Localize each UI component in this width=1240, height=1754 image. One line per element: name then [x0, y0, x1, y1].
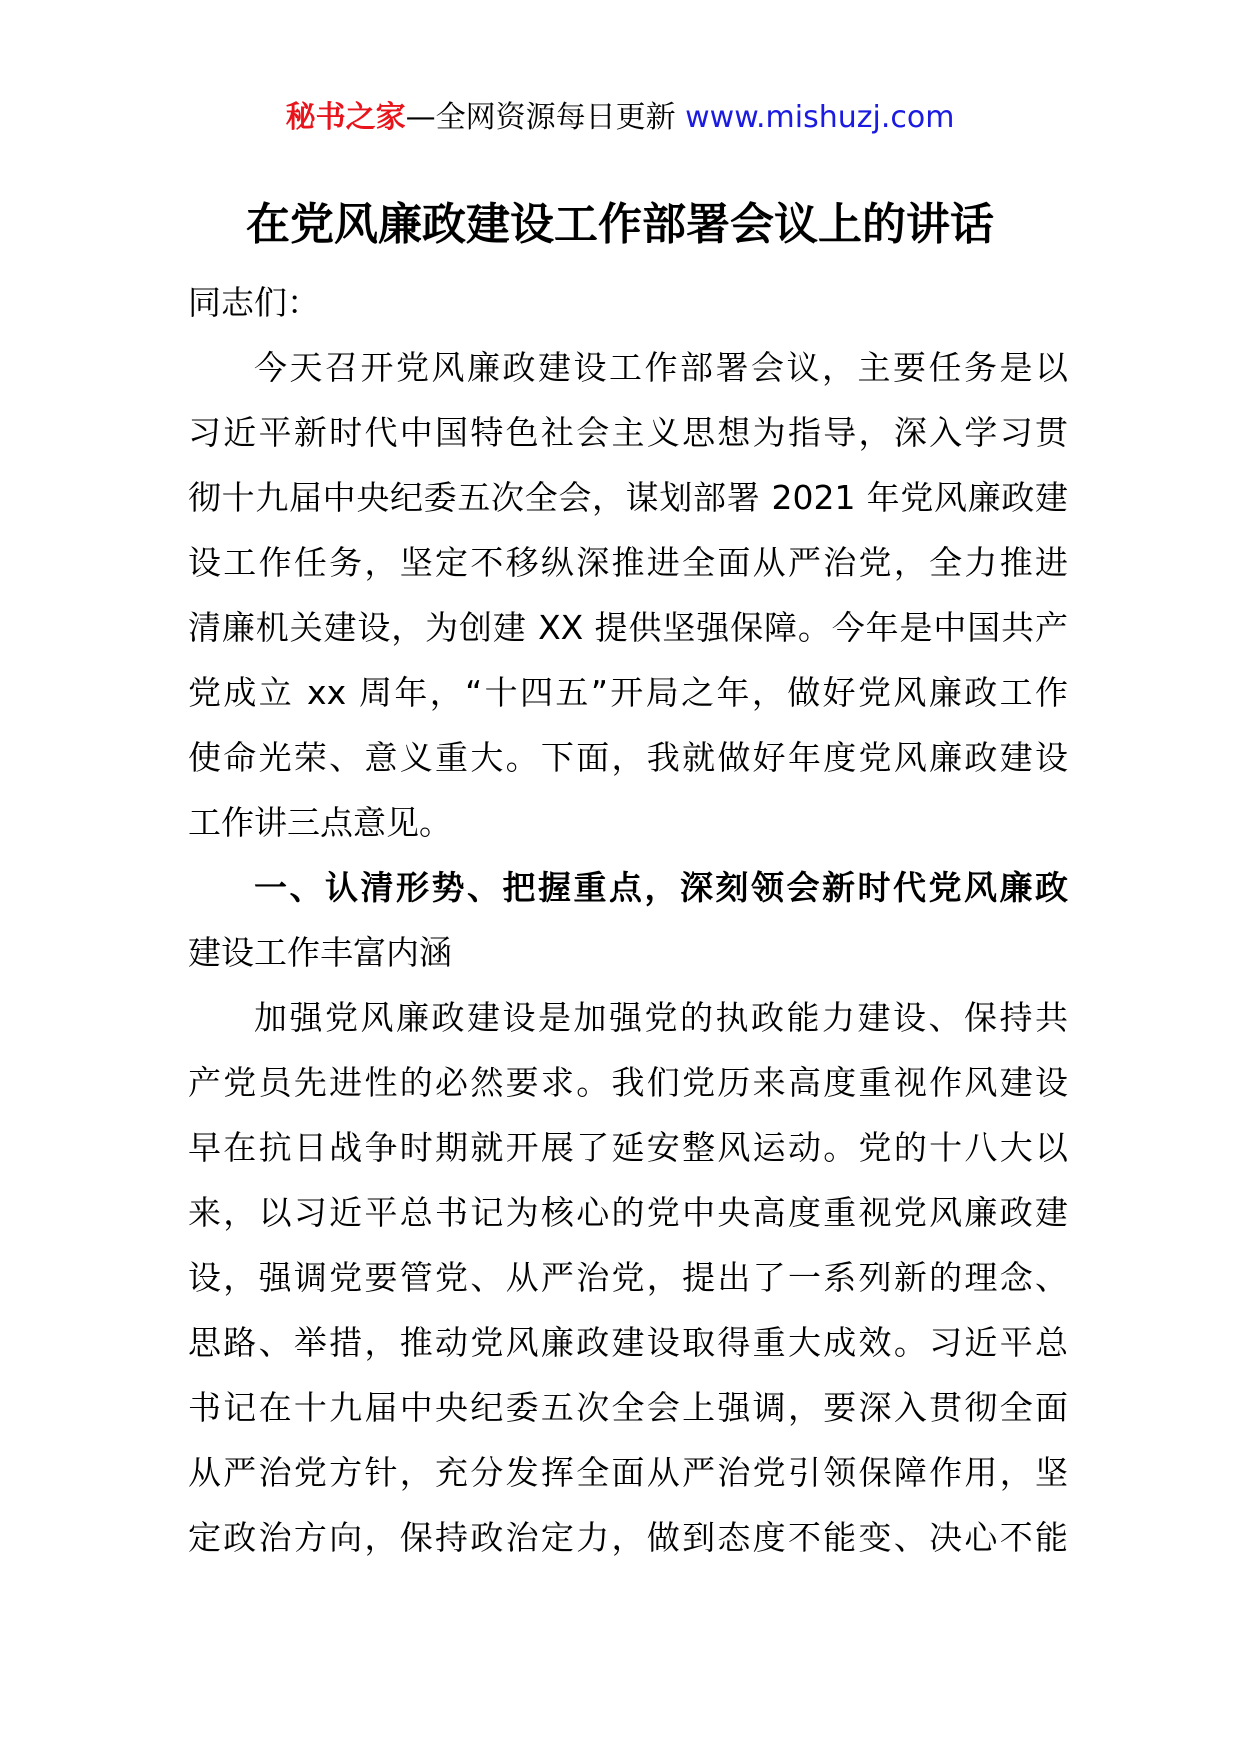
paragraph-line: 习近平新时代中国特色社会主义思想为指导，深入学习贯 [188, 413, 1068, 452]
paragraph-line: 清廉机关建设，为创建 XX 提供坚强保障。今年是中国共产 [188, 608, 1068, 647]
site-header [0, 98, 1240, 138]
paragraph-line: 加强党风廉政建设是加强党的执政能力建设、保持共 [254, 998, 1068, 1037]
document-title: 在党风廉政建设工作部署会议上的讲话 [246, 199, 994, 250]
site-url-link[interactable]: www.mishuzj.com [685, 100, 955, 135]
paragraph-line: 今天召开党风廉政建设工作部署会议，主要任务是以 [254, 348, 1068, 387]
paragraph-line: 使命光荣、意义重大。下面，我就做好年度党风廉政建设 [188, 738, 1068, 777]
brand-name: 秘书之家 [285, 100, 406, 135]
document-body [188, 270, 1068, 1570]
section-heading-line: 一、认清形势、把握重点，深刻领会新时代党风廉政 [254, 868, 1068, 907]
paragraph-line: 早在抗日战争时期就开展了延安整风运动。党的十八大以 [188, 1128, 1068, 1167]
section-heading-line: 建设工作丰富内涵 [188, 933, 452, 972]
paragraph-line: 设，强调党要管党、从严治党，提出了一系列新的理念、 [188, 1258, 1068, 1297]
paragraph-line: 书记在十九届中央纪委五次全会上强调，要深入贯彻全面 [188, 1388, 1068, 1427]
paragraph-line: 定政治方向，保持政治定力，做到态度不能变、决心不能 [188, 1518, 1068, 1557]
salutation: 同志们： [188, 283, 320, 322]
paragraph-line: 来，以习近平总书记为核心的党中央高度重视党风廉政建 [188, 1193, 1068, 1232]
paragraph-line: 设工作任务，坚定不移纵深推进全面从严治党，全力推进 [188, 543, 1068, 582]
paragraph-line: 从严治党方针，充分发挥全面从严治党引领保障作用，坚 [188, 1453, 1068, 1492]
paragraph-line: 党成立 xx 周年，“十四五”开局之年，做好党风廉政工作 [188, 673, 1068, 712]
paragraph-line: 彻十九届中央纪委五次全会，谋划部署 2021 年党风廉政建 [188, 478, 1068, 517]
paragraph-line: 工作讲三点意见。 [188, 803, 452, 842]
header-tagline: —全网资源每日更新 [405, 100, 676, 135]
paragraph-line: 产党员先进性的必然要求。我们党历来高度重视作风建设 [188, 1063, 1068, 1102]
paragraph-line: 思路、举措，推动党风廉政建设取得重大成效。习近平总 [188, 1323, 1068, 1362]
